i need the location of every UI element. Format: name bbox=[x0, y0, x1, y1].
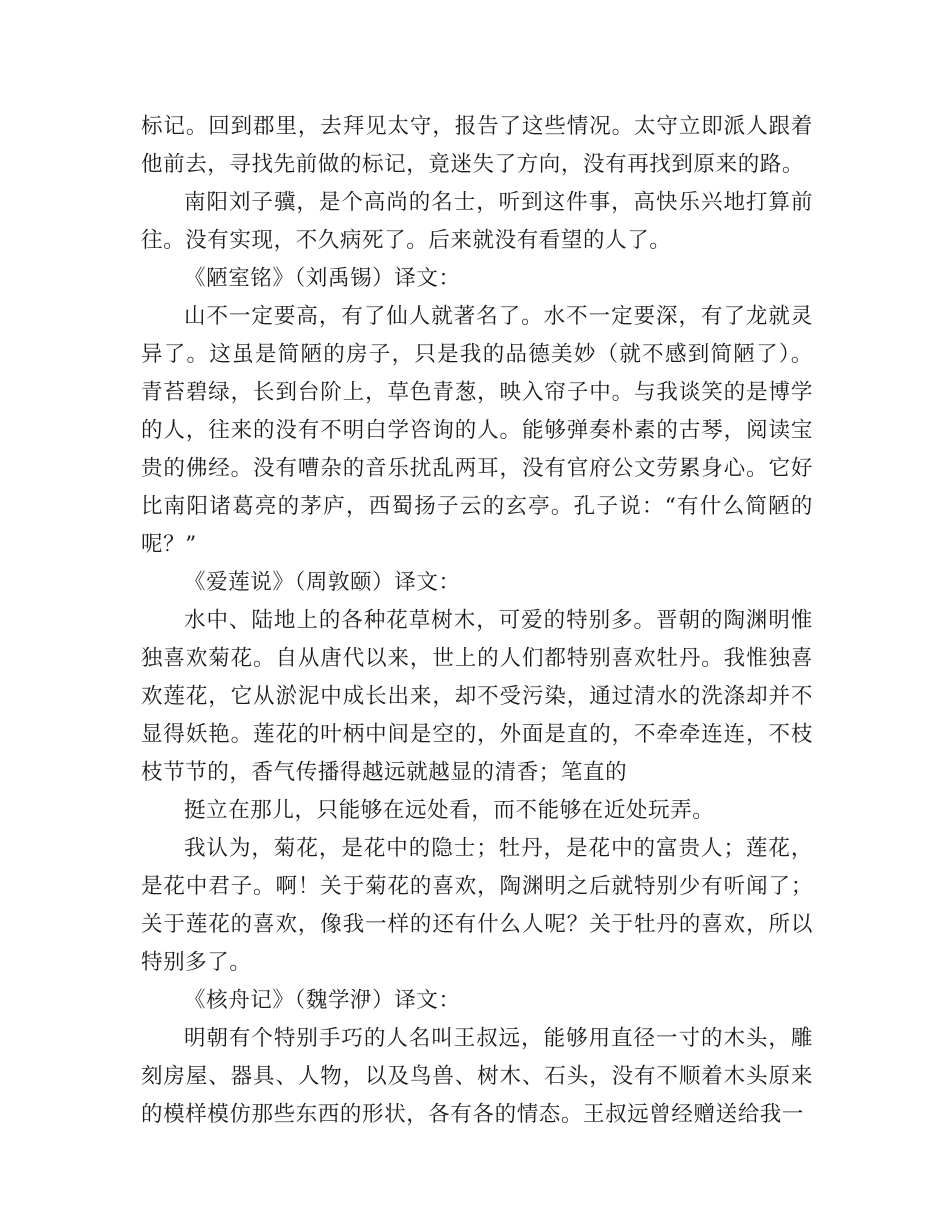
document-body bbox=[141, 108, 813, 1134]
paragraph: 我认为，菊花，是花中的隐士；牡丹，是花中的富贵人；莲花，是花中君子。啊！关于菊花的喜欢，陶渊明之后就特别少有听闻了；关于莲花的喜欢，像我一样的还有什么人呢？关于牡丹的喜欢，所以特别多了。 bbox=[141, 836, 813, 975]
paragraph: 山不一定要高，有了仙人就著名了。水不一定要深，有了龙就灵异了。这虽是简陋的房子，只是我的品德美妙（就不感到简陋了）。青苔碧绿，长到台阶上，草色青葱，映入帘子中。与我谈笑的是博学的人，往来的没有不明白学咨询的人。能够弹奏朴素的古琴，阅读宝贵的佛经。没有嘈杂的音乐扰乱两耳，没有官府公文劳累身心。它好比南阳诸葛亮的茅庐，西蜀扬子云的玄亭。孔子说：“有什么简陋的呢？” bbox=[141, 304, 813, 557]
paragraph: 水中、陆地上的各种花草树木，可爱的特别多。晋朝的陶渊明惟独喜欢菊花。自从唐代以来，世上的人们都特别喜欢牡丹。我惟独喜欢莲花，它从淤泥中成长出来，却不受污染，通过清水的洗涤却并不显得妖艳。莲花的叶柄中间是空的，外面是直的，不牵牵连连，不枝枝节节的，香气传播得越远就越显的清香；笔直的 bbox=[141, 608, 813, 785]
section-heading: 《陋室铭》（刘禹锡）译文： bbox=[184, 266, 461, 291]
paragraph: 明朝有个特别手巧的人名叫王叔远，能够用直径一寸的木头，雕刻房屋、器具、人物，以及鸟兽、树木、石头，没有不顺着木头原来的模样模仿那些东西的形状，各有各的情态。王叔远曾经赠送给我一 bbox=[141, 1026, 813, 1127]
paragraph: 挺立在那儿，只能够在远处看，而不能够在近处玩弄。 bbox=[184, 798, 715, 823]
paragraph: 标记。回到郡里，去拜见太守，报告了这些情况。太守立即派人跟着他前去，寻找先前做的标记，竟迷失了方向，没有再找到原来的路。 bbox=[141, 114, 813, 177]
section-heading: 《核舟记》（魏学洢）译文： bbox=[184, 988, 461, 1013]
paragraph: 南阳刘子骥，是个高尚的名士，听到这件事，高快乐兴地打算前往。没有实现，不久病死了。后来就没有看望的人了。 bbox=[141, 190, 813, 253]
section-heading: 《爱莲说》（周敦颐）译文： bbox=[184, 570, 461, 595]
